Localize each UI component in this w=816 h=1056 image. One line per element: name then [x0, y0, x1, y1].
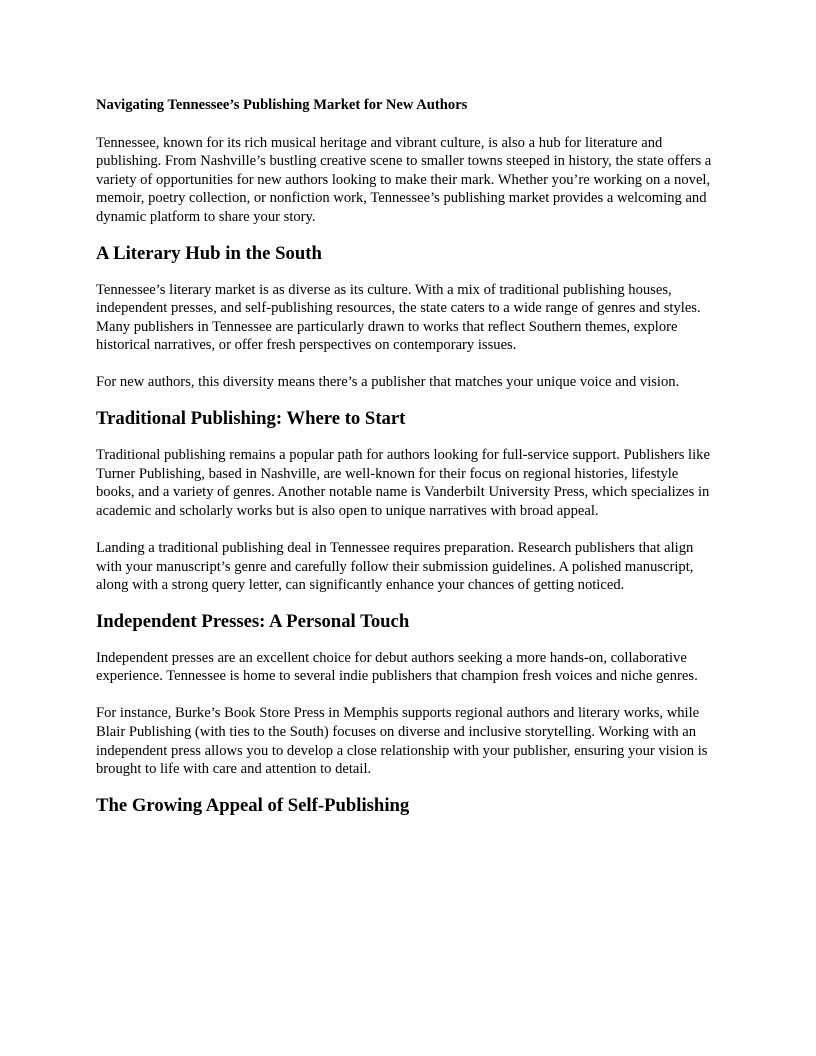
intro-paragraph: Tennessee, known for its rich musical heritage and vibrant culture, is also a hub for literature and publishing. From Nashville’s bustling creative scene to smaller towns steeped in history, the state offers a variety of opportunities for new authors looking to make their mark. Whether you’re working on a novel, memoir, poetry collection, or nonfiction work, Tennessee’s publishing market provides a welcoming and dynamic platform to share your story.	[96, 134, 712, 225]
document-page	[96, 96, 720, 833]
paragraph: Landing a traditional publishing deal in Tennessee requires preparation. Research publishers that align with your manuscript’s genre and carefully follow their submission guidelines. A polished manuscript, along with a strong query letter, can significantly enhance your chances of getting noticed.	[96, 539, 694, 594]
document-title: Navigating Tennessee’s Publishing Market for New Authors	[96, 97, 468, 113]
section-literary-hub	[96, 243, 720, 392]
section-heading: Traditional Publishing: Where to Start	[96, 408, 406, 430]
section-heading: Independent Presses: A Personal Touch	[96, 610, 410, 632]
paragraph: Independent presses are an excellent choice for debut authors seeking a more hands-on, collaborative experience. Tennessee is home to several indie publishers that champion fresh voices and niche genres.	[96, 649, 698, 685]
paragraph: Traditional publishing remains a popular path for authors looking for full-service support. Publishers like Turner Publishing, based in Nashville, are well-known for their focus on regional histories, lifestyle books, and a variety of genres. Another notable name is Vanderbilt University Press, which specializes in academic and scholarly works but is also open to unique narratives with broad appeal.	[96, 447, 710, 519]
section-heading: A Literary Hub in the South	[96, 242, 322, 264]
section-heading: The Growing Appeal of Self-Publishing	[96, 794, 410, 816]
paragraph: Tennessee’s literary market is as diverse as its culture. With a mix of traditional publishing houses, independent presses, and self-publishing resources, the state caters to a wide range of genres and styles. Many publishers in Tennessee are particularly drawn to works that reflect Southern themes, explore historical narratives, or offer fresh perspectives on contemporary issues.	[96, 281, 701, 354]
paragraph: For instance, Burke’s Book Store Press in Memphis supports regional authors and literary works, while Blair Publishing (with ties to the South) focuses on diverse and inclusive storytelling. Working with an independent press allows you to develop a close relationship with your publisher, ensuring your vision is brought to life with care and attention to detail.	[96, 705, 708, 778]
section-traditional-publishing	[96, 408, 720, 595]
paragraph: For new authors, this diversity means there’s a publisher that matches your unique voice and vision.	[96, 374, 680, 391]
section-self-publishing	[96, 795, 720, 817]
section-independent-presses	[96, 611, 720, 779]
